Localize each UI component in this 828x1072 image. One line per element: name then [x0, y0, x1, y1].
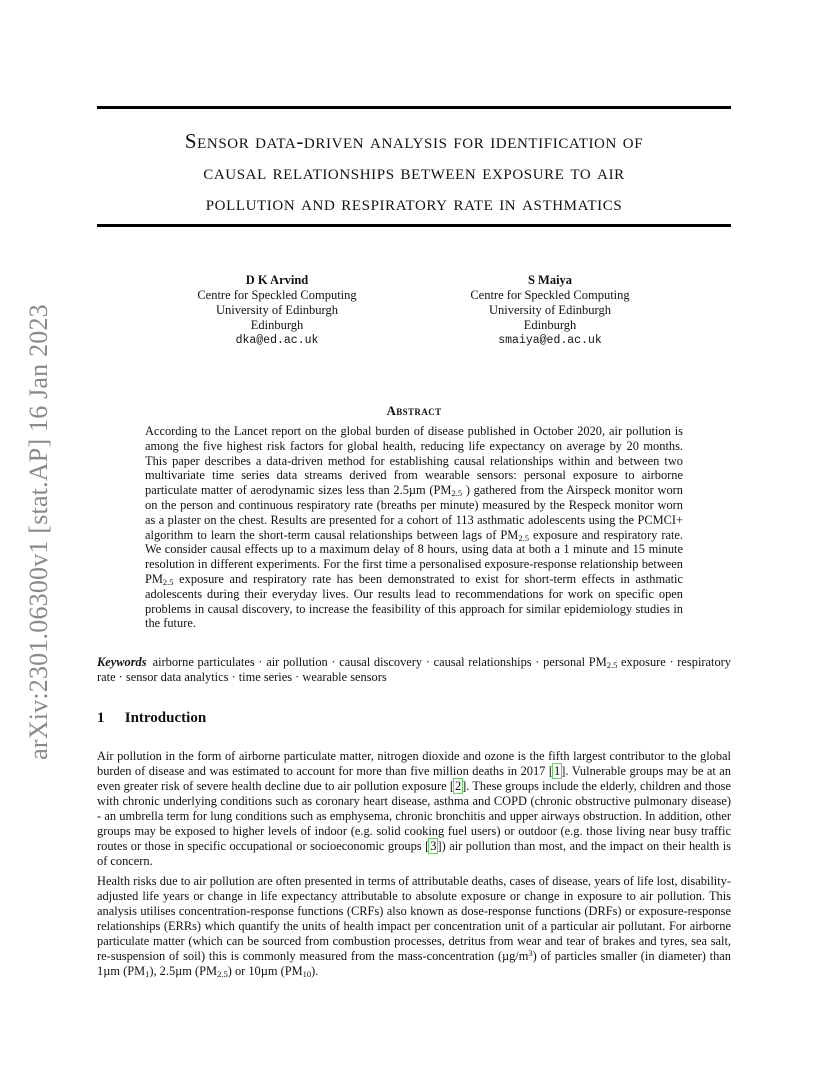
title-line: Sensor data-driven analysis for identification of — [184, 129, 644, 153]
paragraph-text: Air pollution in the form of airborne particulate matter, nitrogen dioxide and ozone is the fifth largest contributor to the global burden of disease and was estimated to account for more than five million deaths in 2017 [ — [97, 749, 731, 778]
citation-link[interactable]: 2 — [454, 779, 462, 793]
paragraph-text: ) or 10µm (PM — [227, 964, 303, 978]
paragraph-text: ]) air pollution than most, and the impact on their health is of concern. — [97, 839, 731, 868]
intro-paragraph-2 — [97, 874, 731, 979]
arxiv-identifier-text: arXiv:2301.06300v1 [stat.AP] 16 Jan 2023 — [24, 304, 53, 760]
abstract-text: exposure and respiratory rate. We consider causal effects up to a maximum delay of 8 hours, using data at both a 1 minute and 15 minute resolution in different experiments. For the first time a personalised exposure-response relationship between PM — [145, 527, 683, 586]
paper-title — [97, 126, 731, 219]
author-affiliation: Centre for Speckled Computing — [197, 288, 357, 302]
arxiv-identifier-stamp — [18, 292, 60, 772]
author-block-2 — [430, 273, 670, 348]
paragraph-text: ). — [311, 964, 319, 978]
author-city: Edinburgh — [250, 318, 304, 332]
paragraph-text: ]. Vulnerable groups may be at an even greater risk of severe health decline due to air pollution exposure [ — [97, 764, 731, 793]
section-number: 1 — [97, 710, 105, 726]
subscript: 10 — [302, 969, 312, 979]
keywords-text: airborne particulates · air pollution · causal discovery · causal relationships · personal PM — [152, 655, 607, 669]
keywords — [97, 655, 731, 685]
subscript: 2.5 — [606, 660, 618, 670]
author-email[interactable]: dka@ed.ac.uk — [235, 334, 319, 347]
author-university: University of Edinburgh — [216, 303, 338, 317]
abstract-body — [145, 424, 683, 631]
keywords-label: Keywords — [97, 655, 147, 669]
subscript: 2.5 — [518, 532, 529, 543]
section-title: Introduction — [124, 710, 207, 726]
subscript: 2.5 — [451, 488, 463, 499]
author-name: D K Arvind — [245, 273, 309, 287]
abstract-text: According to the Lancet report on the global burden of disease published in October 2020, air pollution is among the five highest risk factors for global health, reducing life expectancy on average by 20 months. This paper describes a data-driven method for establishing causal relationships within and between two multivariate time series data streams derived from wearable sensors: personal exposure to airborne particulate matter of aerodynamic sizes less than 2.5µm (PM — [145, 424, 683, 498]
author-university: University of Edinburgh — [489, 303, 611, 317]
paragraph-text: ) of particles smaller (in diameter) than 1µm (PM — [97, 949, 731, 978]
title-bottom-rule — [97, 224, 731, 227]
paragraph-text: Health risks due to air pollution are often presented in terms of attributable deaths, cases of disease, years of life lost, disability-adjusted life years or change in life expectancy attributable to absolute exposure or change in exposure to air pollution. This analysis utilises concentration-response functions (CRFs) also known as dose-response functions (DRFs) or exposure-response relationships (ERRs) which quantify the units of health impact per concentration unit of a particular air pollutant. For airborne particulate matter (which can be sourced from combustion processes, detritus from wear and tear of brakes and tyres, sea salt, re-suspension of soil) this is commonly measured from the mass-concentration (µg/m — [97, 874, 731, 963]
subscript: 1 — [145, 969, 150, 979]
paragraph-text: ), 2.5µm (PM — [149, 964, 218, 978]
subscript: 2.5 — [162, 576, 174, 587]
paragraph-text: ]. These groups include the elderly, children and those with chronic underlying conditions such as coronary heart disease, asthma and COPD (chronic obstructive pulmonary disease) - an umbrella term for lung conditions such as emphysema, chronic bronchitis and upper airways obstruction. In addition, other groups may be exposed to higher levels of indoor (e.g. solid cooking fuel users) or outdoor (e.g. those living near busy traffic routes or those in specific occupational or socioeconomic groups [ — [97, 779, 731, 853]
author-name: S Maiya — [527, 273, 573, 287]
author-block-1 — [157, 273, 397, 348]
section-heading-introduction — [97, 710, 731, 727]
title-line: causal relationships between exposure to air — [203, 160, 625, 184]
abstract-heading: Abstract — [386, 403, 442, 418]
author-email[interactable]: smaiya@ed.ac.uk — [498, 334, 602, 347]
subscript: 2.5 — [217, 969, 228, 979]
author-city: Edinburgh — [523, 318, 577, 332]
intro-paragraph-1 — [97, 749, 731, 869]
title-line: pollution and respiratory rate in asthmatics — [205, 191, 623, 215]
keywords-text: exposure · respiratory rate · sensor data analytics · time series · wearable sensors — [97, 655, 731, 684]
superscript: 3 — [528, 948, 533, 958]
abstract-text: ) gathered from the Airspeck monitor worn on the person and continuous respiratory rate (breaths per minute) measured by the Respeck monitor worn as a plaster on the chest. Results are presented for a cohort of 113 asthmatic adolescents using the PCMCI+ algorithm to learn the short-term causal relationships between lags of PM — [145, 483, 683, 542]
citation-link[interactable]: 1 — [554, 764, 561, 778]
author-affiliation: Centre for Speckled Computing — [470, 288, 630, 302]
abstract-text: exposure and respiratory rate has been demonstrated to exist for short-term effects in asthmatic adolescents during their everyday lives. Our results lead to recommendations for work on specific open problems in causal discovery, to increase the feasibility of this approach for similar epidemiology studies in the future. — [145, 571, 683, 631]
title-top-rule — [97, 106, 731, 109]
citation-link[interactable]: 3 — [430, 839, 437, 853]
